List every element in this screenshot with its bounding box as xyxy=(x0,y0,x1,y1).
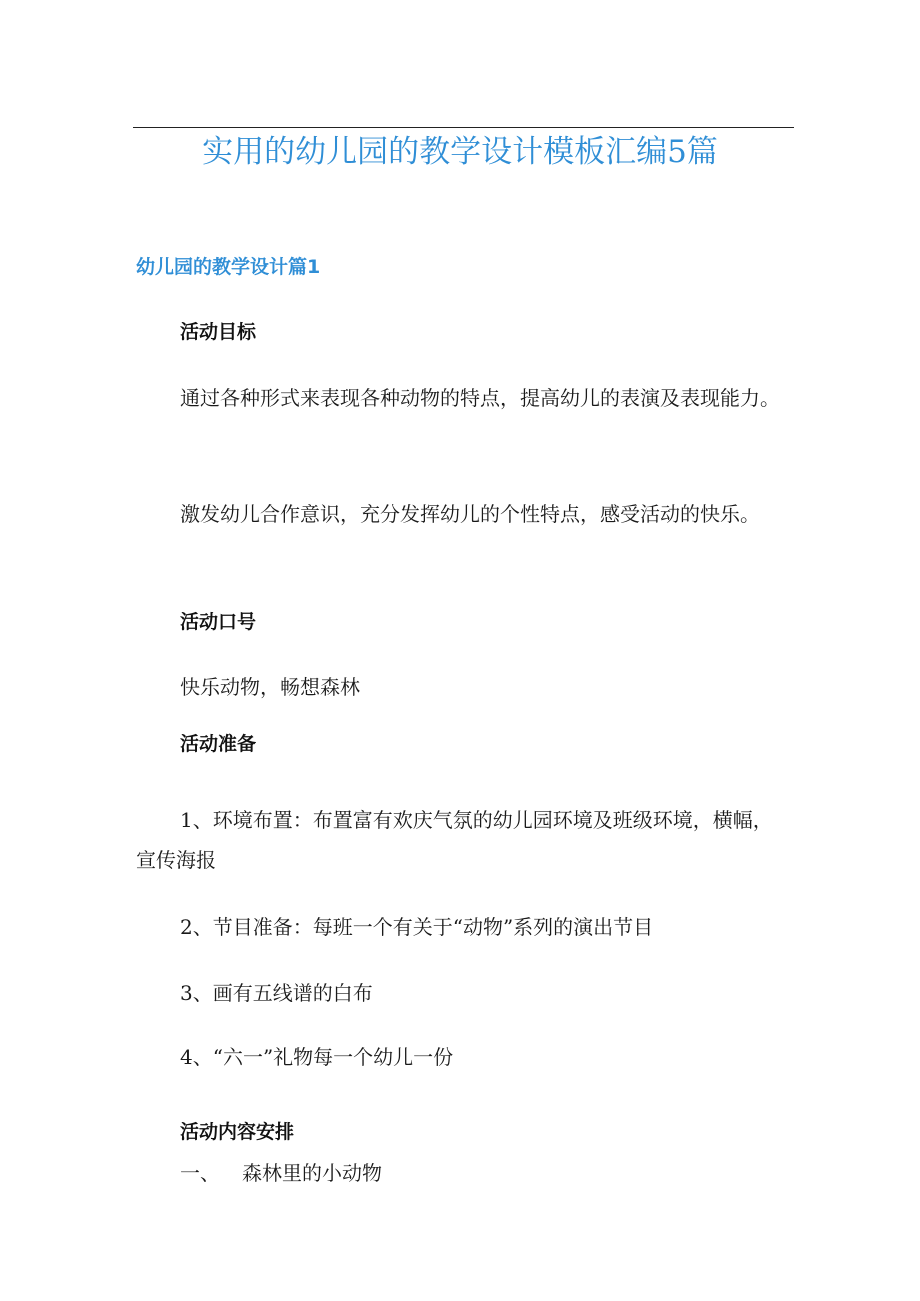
arrangement-item-1 xyxy=(180,1158,382,1188)
document-title: 实用的幼儿园的教学设计模板汇编5篇 xyxy=(202,134,718,170)
heading-slogan: 活动口号 xyxy=(180,611,257,633)
section-heading: 幼儿园的教学设计篇1 xyxy=(136,256,321,278)
preparation-item-4: 4、“六一”礼物每一个幼儿一份 xyxy=(180,1045,454,1069)
arrangement-item-text: 森林里的小动物 xyxy=(242,1161,382,1185)
heading-goals: 活动目标 xyxy=(180,321,257,343)
heading-preparation: 活动准备 xyxy=(180,733,257,755)
preparation-item-1: 1、环境布置：布置富有欢庆气氛的幼儿园环境及班级环境，横幅，宣传海报 xyxy=(136,808,773,872)
heading-arrangement: 活动内容安排 xyxy=(180,1121,295,1143)
top-rule xyxy=(133,127,794,128)
arrangement-item-number: 一、 xyxy=(180,1161,220,1185)
preparation-item-3: 3、画有五线谱的白布 xyxy=(180,981,373,1005)
slogan-text: 快乐动物，畅想森林 xyxy=(180,675,360,699)
preparation-item-2: 2、节目准备：每班一个有关于“动物”系列的演出节目 xyxy=(180,915,654,939)
goals-paragraph-1: 通过各种形式来表现各种动物的特点，提高幼儿的表演及表现能力。 xyxy=(180,386,780,410)
goals-paragraph-2: 激发幼儿合作意识，充分发挥幼儿的个性特点，感受活动的快乐。 xyxy=(180,502,760,526)
